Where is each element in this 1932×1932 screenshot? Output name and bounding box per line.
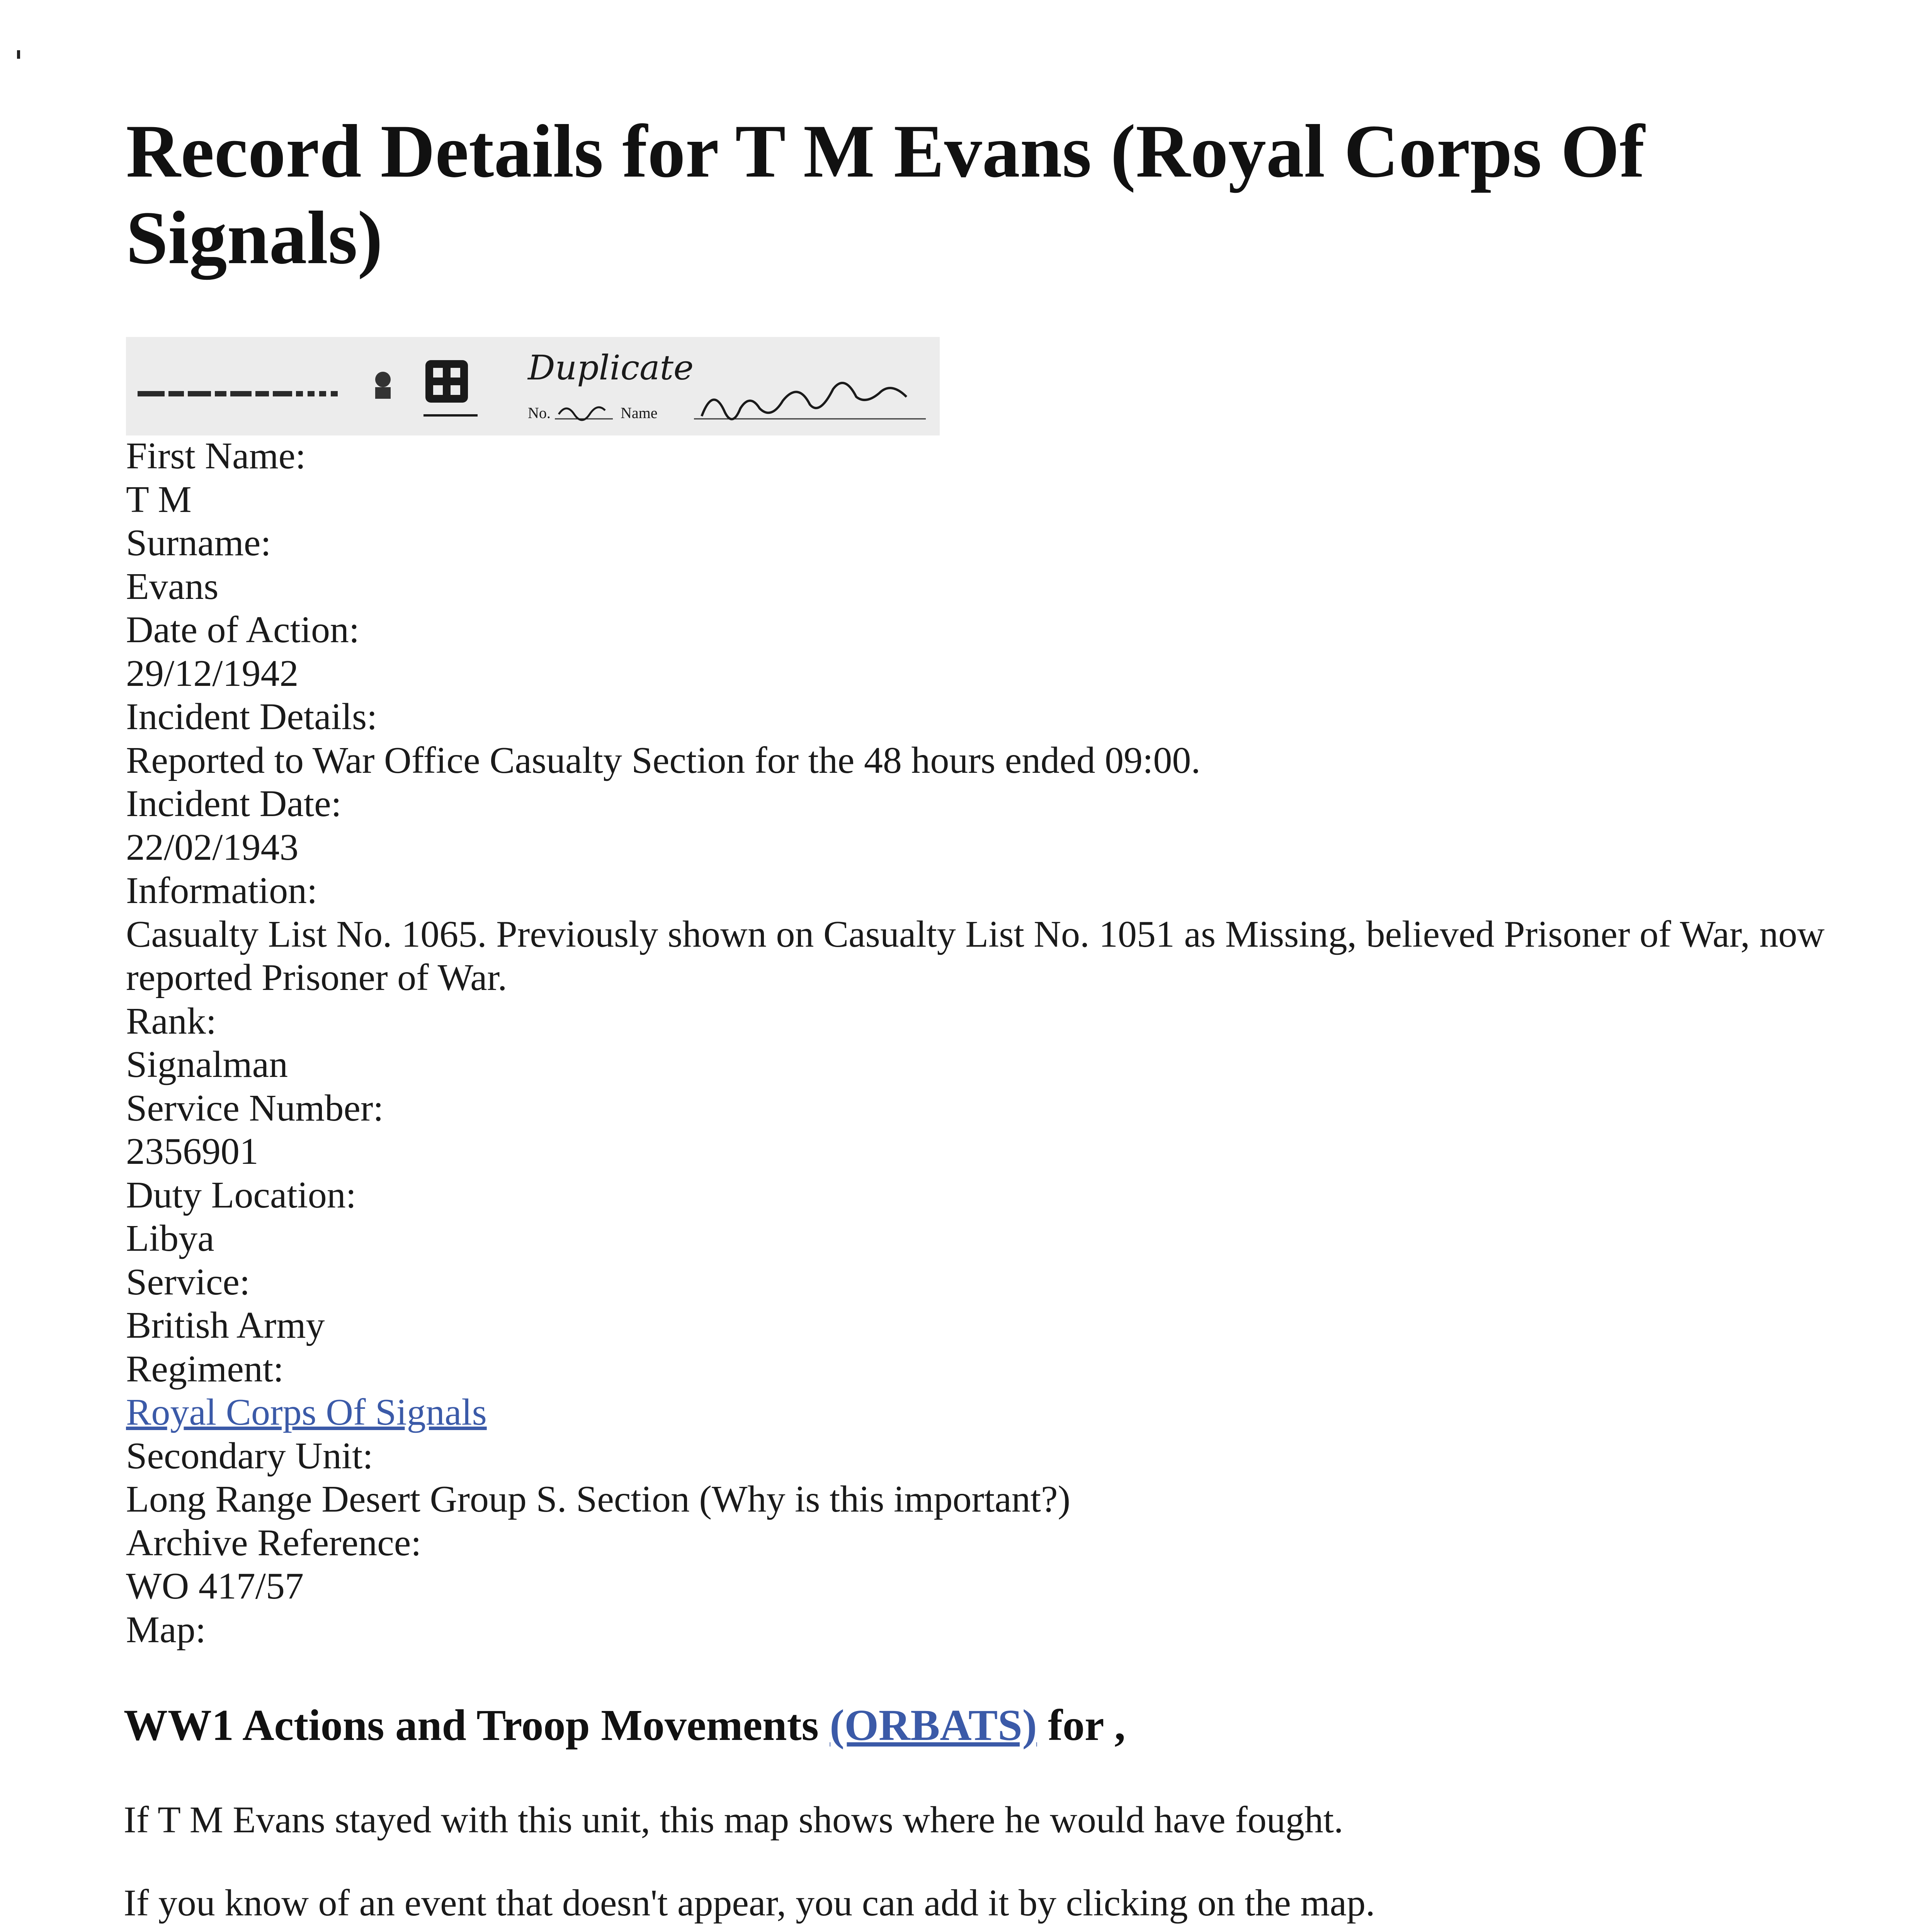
field-value-archive-reference: WO 417/57 — [126, 1565, 304, 1607]
name-label: Name — [621, 404, 658, 422]
field-value-incident-details: Reported to War Office Casualty Section for the 48 hours ended 09:00. — [126, 739, 1201, 781]
scan-mark — [17, 50, 20, 59]
field-label-incident-date: Incident Date: — [126, 783, 342, 825]
field-value-service-number: 2356901 — [126, 1131, 259, 1172]
field-label-first-name: First Name: — [126, 435, 306, 477]
field-label-regiment: Regiment: — [126, 1348, 284, 1390]
orbats-link[interactable]: (ORBATS) — [830, 1701, 1037, 1750]
handwritten-heading: Duplicate — [528, 348, 694, 388]
field-label-incident-details: Incident Details: — [126, 696, 378, 738]
field-label-rank: Rank: — [126, 1000, 217, 1042]
no-label: No. — [528, 404, 551, 422]
map-add-event-text: If you know of an event that doesn't appear, you can add it by clicking on the map. — [124, 1882, 1375, 1924]
field-label-information: Information: — [126, 870, 318, 912]
record-card-image — [126, 337, 940, 435]
page-title: Record Details for T M Evans (Royal Corps Of Signals) — [126, 109, 1645, 280]
field-value-surname: Evans — [126, 565, 219, 607]
field-value-duty-location: Libya — [126, 1218, 214, 1259]
field-value-incident-date: 22/02/1943 — [126, 826, 299, 868]
field-value-information: Casualty List No. 1065. Previously shown on Casualty List No. 1051 as Missing, believed Prisoner of War, now reported Prisoner of War. — [126, 913, 1825, 998]
field-value-date-of-action: 29/12/1942 — [126, 652, 299, 694]
field-label-map: Map: — [126, 1609, 206, 1651]
field-value-secondary-unit: Long Range Desert Group S. Section (Why is this important?) — [126, 1478, 1071, 1520]
heading-prefix: WW1 Actions and Troop Movements — [124, 1701, 830, 1750]
regiment-link[interactable]: Royal Corps Of Signals — [126, 1391, 487, 1433]
field-label-secondary-unit: Secondary Unit: — [126, 1435, 373, 1477]
page-header — [126, 108, 1884, 281]
field-value-service: British Army — [126, 1304, 325, 1346]
field-label-date-of-action: Date of Action: — [126, 609, 360, 651]
field-value-first-name: T M — [126, 478, 192, 520]
field-value-rank: Signalman — [126, 1044, 288, 1085]
field-label-service: Service: — [126, 1261, 250, 1303]
map-intro-text: If T M Evans stayed with this unit, this map shows where he would have fought. — [124, 1799, 1344, 1841]
record-details — [126, 434, 1888, 1651]
field-label-surname: Surname: — [126, 522, 271, 564]
orbats-heading — [124, 1698, 1126, 1752]
record-card-scan — [126, 337, 940, 435]
field-label-duty-location: Duty Location: — [126, 1174, 357, 1216]
heading-suffix: for , — [1037, 1701, 1126, 1750]
field-label-archive-reference: Archive Reference: — [126, 1522, 422, 1564]
field-label-service-number: Service Number: — [126, 1087, 384, 1129]
